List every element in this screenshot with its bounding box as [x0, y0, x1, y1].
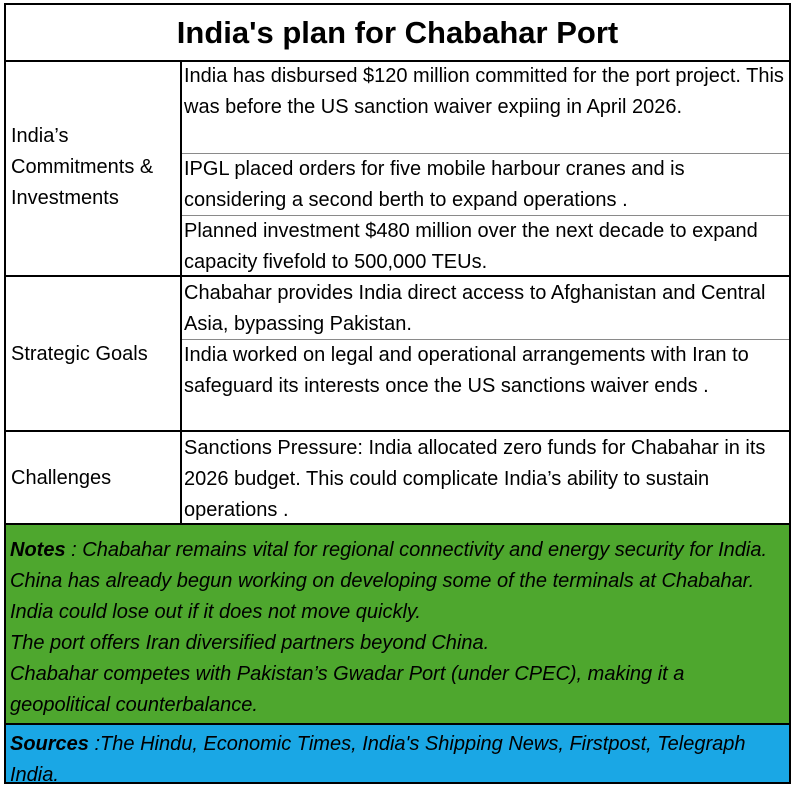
section-divider — [6, 275, 789, 277]
notes-line-3: Chabahar competes with Pakistan’s Gwadar Port (under CPEC), making it a geopolitical counterbalance. — [10, 663, 685, 716]
challenge-sanctions: Sanctions Pressure: India allocated zero funds for Chabahar in its 2026 budget. This could complicate India’s ability to sustain operations . — [184, 437, 766, 521]
commitment-disbursed: India has disbursed $120 million committed for the port project. This was before the US sanction waiver expiing in April 2026. — [184, 65, 784, 118]
notes-section — [6, 523, 789, 723]
goal-direct-access: Chabahar provides India direct access to Afghanistan and Central Asia, bypassing Pakistan. — [184, 282, 766, 335]
notes-label: Notes — [10, 539, 66, 561]
sources-section — [6, 723, 789, 786]
page-title: India's plan for Chabahar Port — [6, 5, 789, 62]
category-strategic-goals: Strategic Goals — [11, 343, 148, 365]
notes-line-2: The port offers Iran diversified partners beyond China. — [10, 632, 490, 654]
sources-label: Sources — [10, 733, 89, 755]
commitment-planned-investment: Planned investment $480 million over the next decade to expand capacity fivefold to 500,000 TEUs. — [184, 220, 758, 273]
chabahar-infographic — [4, 3, 791, 784]
goal-legal-arrangements: India worked on legal and operational arrangements with Iran to safeguard its interests once the US sanctions waiver ends . — [184, 344, 749, 397]
commitment-cranes: IPGL placed orders for five mobile harbour cranes and is considering a second berth to expand operations . — [184, 158, 685, 211]
category-commitments: India’s Commitments & Investments — [11, 125, 154, 209]
category-challenges: Challenges — [11, 467, 112, 489]
notes-text: : Chabahar remains vital for regional connectivity and energy security for India. China has already begun working on developing some of the terminals at Chabahar. India could lose out if it does not move quickly. — [10, 539, 768, 623]
section-divider — [6, 430, 789, 432]
sources-text: :The Hindu, Economic Times, India's Shipping News, Firstpost, Telegraph India. — [10, 733, 746, 786]
sources-line — [10, 729, 785, 791]
notes-line-1 — [10, 535, 785, 628]
